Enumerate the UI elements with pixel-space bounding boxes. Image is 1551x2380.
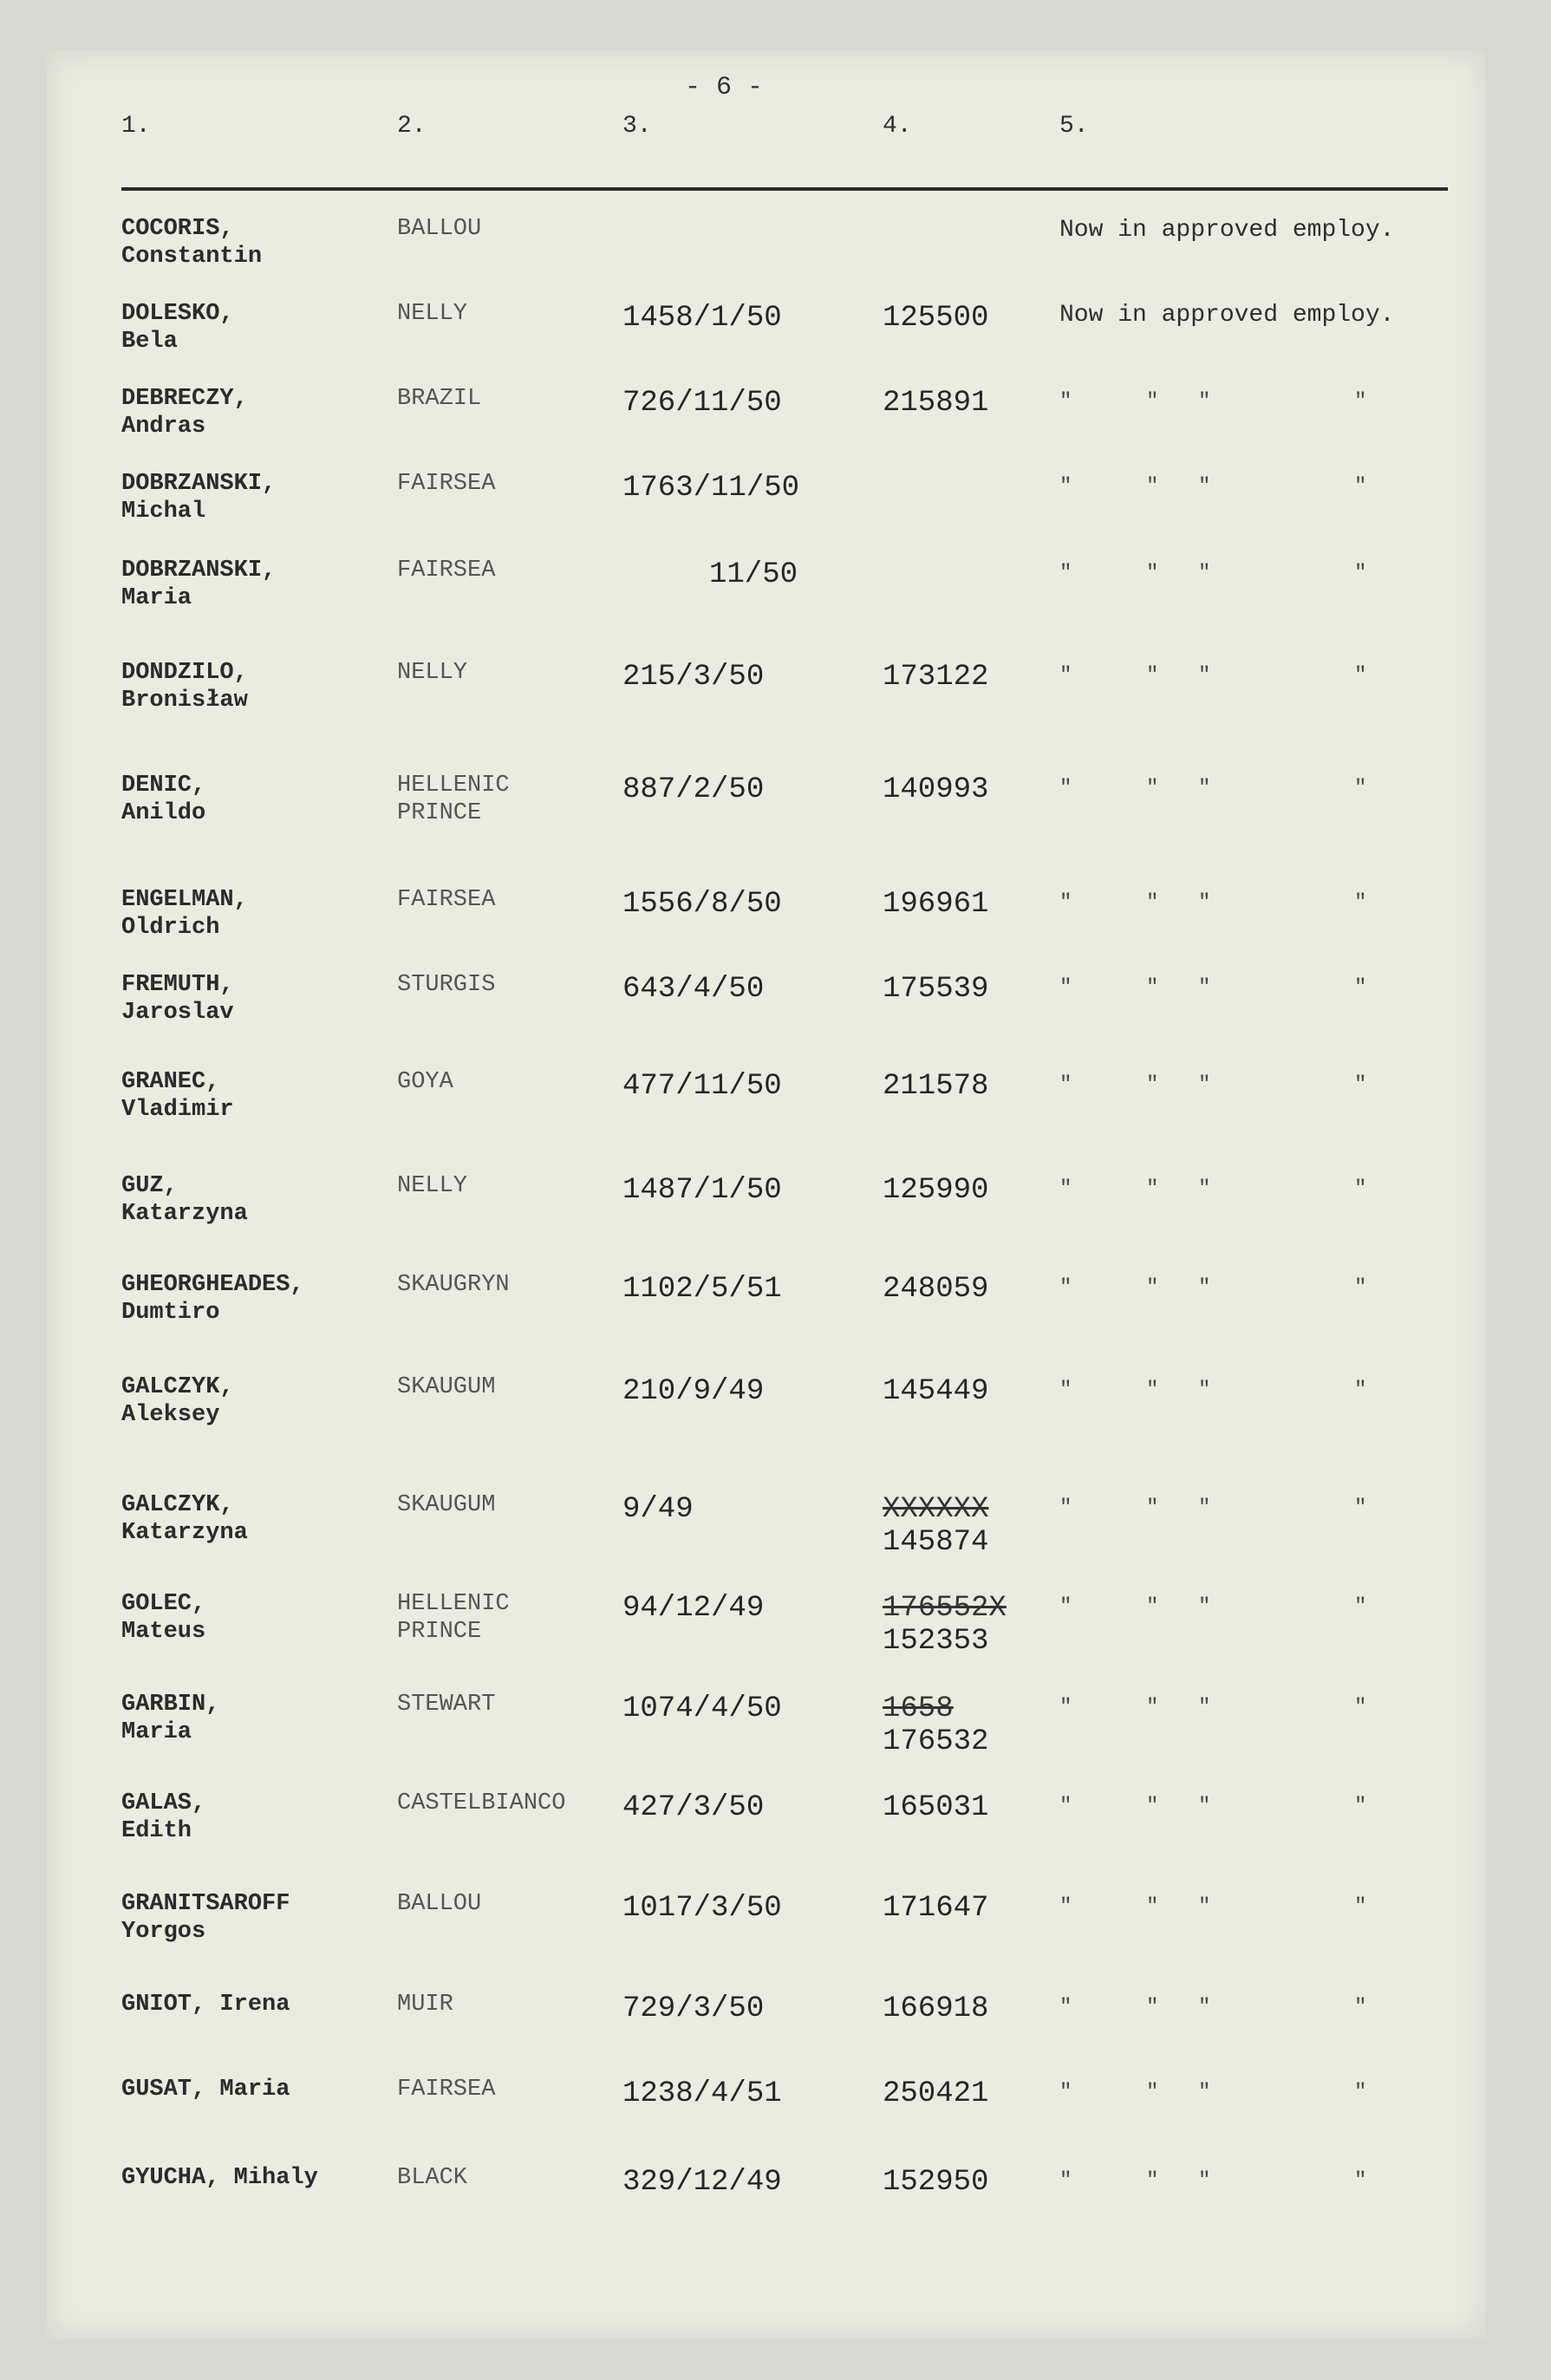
reference-cell: 215/3/50 [622,661,765,694]
column-header-5: 5. [1059,113,1089,140]
number-cell [883,1791,1056,1824]
name-cell [121,2076,381,2103]
surname: GHEORGHEADES, [121,1272,304,1298]
file-number: 152950 [883,2166,989,2199]
number-cell [883,1174,1056,1207]
struck-number: XXXXXX [883,1493,989,1526]
given-name: Katarzyna [121,1201,248,1227]
given-name: Andras [121,414,206,440]
ship-cell [397,1373,622,1401]
ship-cell [397,1991,622,2018]
name-cell [121,886,381,942]
ship-cell [397,2164,622,2192]
ship-cell [397,886,622,914]
reference-cell: 210/9/49 [622,1375,765,1408]
ship-name: STEWART [397,1692,496,1718]
reference-cell: 1458/1/50 [622,302,782,335]
surname: DOBRZANSKI, [121,471,277,497]
surname: GALAS, [121,1790,206,1816]
file-number: 145449 [883,1375,989,1408]
ship-name-line2: PRINCE [397,800,482,826]
file-number: 176532 [883,1725,989,1758]
ship-name: SKAUGRYN [397,1272,510,1298]
name-cell [121,300,381,355]
name-cell [121,2164,381,2192]
struck-number: 1658 [883,1692,954,1725]
ship-cell [397,971,622,999]
surname: DOBRZANSKI, [121,558,277,584]
ship-name: SKAUGUM [397,1492,496,1518]
ditto-marks: " " " " [1059,1496,1367,1520]
file-number: 145874 [883,1526,989,1559]
given-name: Maria [121,585,192,611]
surname: DENIC, [121,773,206,799]
reference-cell: 477/11/50 [622,1070,782,1103]
ditto-marks: " " " " [1059,2081,1367,2104]
ship-cell [397,1491,622,1519]
name-cell [121,971,381,1027]
ditto-marks: " " " " [1059,891,1367,915]
given-name: Oldrich [121,915,220,941]
ditto-marks: " " " " [1059,1696,1367,1719]
ship-name: FAIRSEA [397,887,496,913]
name-cell [121,1890,381,1946]
number-cell [883,1273,1056,1306]
surname: GRANITSAROFF [121,1891,290,1917]
file-number: 125990 [883,1174,989,1207]
ship-name: GOYA [397,1069,453,1095]
name-cell [121,1590,381,1646]
given-name: Vladimir [121,1097,234,1123]
ship-name: BLACK [397,2165,468,2191]
surname: GALCZYK, [121,1374,234,1400]
ditto-marks: " " " " [1059,1795,1367,1818]
ship-name-line2: PRINCE [397,1619,482,1645]
ditto-marks: " " " " [1059,976,1367,1000]
ditto-marks: " " " " [1059,475,1367,499]
column-header-1: 1. [121,113,151,140]
number-cell [883,1070,1056,1103]
ditto-marks: " " " " [1059,390,1367,414]
file-number: 250421 [883,2077,989,2110]
name-cell [121,659,381,714]
ship-name: HELLENIC [397,773,510,799]
given-name: Bela [121,329,178,355]
name-cell [121,772,381,827]
ship-cell [397,557,622,584]
reference-cell: 427/3/50 [622,1791,765,1824]
surname: DONDZILO, [121,660,248,686]
given-name: Edith [121,1818,192,1844]
file-number: 215891 [883,387,989,420]
ship-name: FAIRSEA [397,2077,496,2103]
ditto-marks: " " " " [1059,562,1367,585]
surname: DEBRECZY, [121,386,248,412]
header-rule [121,187,1448,191]
number-cell [883,1592,1056,1658]
ship-cell [397,385,622,413]
status-cell: Now in approved employ. [1059,217,1395,244]
ship-name: BRAZIL [397,386,482,412]
name-cell [121,1373,381,1429]
surname: GALCZYK, [121,1492,234,1518]
ship-name: NELLY [397,301,468,327]
surname: FREMUTH, [121,972,234,998]
file-number: 125500 [883,302,989,335]
file-number: 152353 [883,1625,989,1658]
file-number: 165031 [883,1791,989,1824]
file-number: 248059 [883,1273,989,1306]
name-cell [121,1068,381,1124]
file-number: 211578 [883,1070,989,1103]
number-cell [883,1493,1056,1559]
name-cell [121,1991,381,2018]
reference-cell: 329/12/49 [622,2166,782,2199]
number-cell [883,387,1056,420]
ditto-marks: " " " " [1059,1595,1367,1619]
ship-name: CASTELBIANCO [397,1790,566,1816]
ship-cell [397,215,622,243]
file-number: 140993 [883,773,989,806]
name-cell [121,1271,381,1327]
ship-cell [397,470,622,498]
reference-cell: 887/2/50 [622,773,765,806]
ditto-marks: " " " " [1059,1177,1367,1201]
ship-cell [397,1590,622,1646]
surname: COCORIS, [121,216,234,242]
name-cell [121,1691,381,1746]
ditto-marks: " " " " [1059,1379,1367,1402]
ship-cell [397,1068,622,1096]
surname: GRANEC, [121,1069,220,1095]
surname: GYUCHA, Mihaly [121,2165,318,2191]
surname: ENGELMAN, [121,887,248,913]
given-name: Aleksey [121,1402,220,1428]
column-header-2: 2. [397,113,427,140]
number-cell [883,1892,1056,1925]
given-name: Michal [121,499,206,525]
reference-cell: 1763/11/50 [622,472,800,505]
ship-name: NELLY [397,660,468,686]
given-name: Dumtiro [121,1300,220,1326]
file-number: 175539 [883,973,989,1006]
number-cell [883,1375,1056,1408]
number-cell [883,1692,1056,1758]
ship-cell [397,1172,622,1200]
surname: GUSAT, Maria [121,2077,290,2103]
file-number: 173122 [883,661,989,694]
given-name: Bronisław [121,688,248,714]
ditto-marks: " " " " [1059,2169,1367,2193]
reference-cell: 643/4/50 [622,973,765,1006]
given-name: Constantin [121,244,263,270]
ship-name: BALLOU [397,1891,482,1917]
reference-cell: 1102/5/51 [622,1273,782,1306]
name-cell [121,385,381,440]
name-cell [121,1790,381,1845]
number-cell [883,661,1056,694]
reference-cell: 1074/4/50 [622,1692,782,1725]
ship-cell [397,1790,622,1817]
given-name: Anildo [121,800,206,826]
ditto-marks: " " " " [1059,777,1367,800]
ship-name: BALLOU [397,216,482,242]
ditto-marks: " " " " [1059,664,1367,688]
given-name: Mateus [121,1619,206,1645]
number-cell [883,773,1056,806]
ship-name: NELLY [397,1173,468,1199]
reference-cell: 1487/1/50 [622,1174,782,1207]
surname: GUZ, [121,1173,178,1199]
given-name: Maria [121,1719,192,1745]
status-cell: Now in approved employ. [1059,302,1395,329]
ship-cell [397,2076,622,2103]
ditto-marks: " " " " [1059,1276,1367,1300]
name-cell [121,215,381,271]
given-name: Yorgos [121,1919,206,1945]
reference-cell: 1017/3/50 [622,1892,782,1925]
ship-cell [397,659,622,687]
file-number: 171647 [883,1892,989,1925]
surname: GARBIN, [121,1692,220,1718]
ditto-marks: " " " " [1059,1073,1367,1097]
struck-number: 176552X [883,1592,1007,1625]
ship-name: MUIR [397,1992,453,2018]
number-cell [883,973,1056,1006]
ship-name: SKAUGUM [397,1374,496,1400]
number-cell [883,302,1056,335]
ship-cell [397,1691,622,1718]
ship-name: FAIRSEA [397,471,496,497]
name-cell [121,1172,381,1228]
surname: DOLESKO, [121,301,234,327]
name-cell [121,1491,381,1547]
file-number: 196961 [883,888,989,921]
given-name: Jaroslav [121,1000,234,1026]
reference-cell: 1238/4/51 [622,2077,782,2110]
column-header-4: 4. [883,113,912,140]
ship-name: HELLENIC [397,1591,510,1617]
number-cell [883,1992,1056,2025]
reference-cell: 11/50 [709,558,798,591]
name-cell [121,470,381,525]
number-cell [883,888,1056,921]
number-cell [883,2166,1056,2199]
reference-cell: 729/3/50 [622,1992,765,2025]
ship-cell [397,772,622,827]
ship-cell [397,1271,622,1299]
reference-cell: 94/12/49 [622,1592,765,1625]
ditto-marks: " " " " [1059,1895,1367,1919]
surname: GOLEC, [121,1591,206,1617]
ship-name: FAIRSEA [397,558,496,584]
name-cell [121,557,381,612]
page-number: - 6 - [685,73,764,102]
file-number: 166918 [883,1992,989,2025]
column-header-3: 3. [622,113,652,140]
reference-cell: 726/11/50 [622,387,782,420]
surname: GNIOT, Irena [121,1992,290,2018]
given-name: Katarzyna [121,1520,248,1546]
ship-name: STURGIS [397,972,496,998]
reference-cell: 1556/8/50 [622,888,782,921]
ship-cell [397,300,622,328]
ship-cell [397,1890,622,1918]
number-cell [883,2077,1056,2110]
reference-cell: 9/49 [622,1493,694,1526]
ditto-marks: " " " " [1059,1996,1367,2019]
